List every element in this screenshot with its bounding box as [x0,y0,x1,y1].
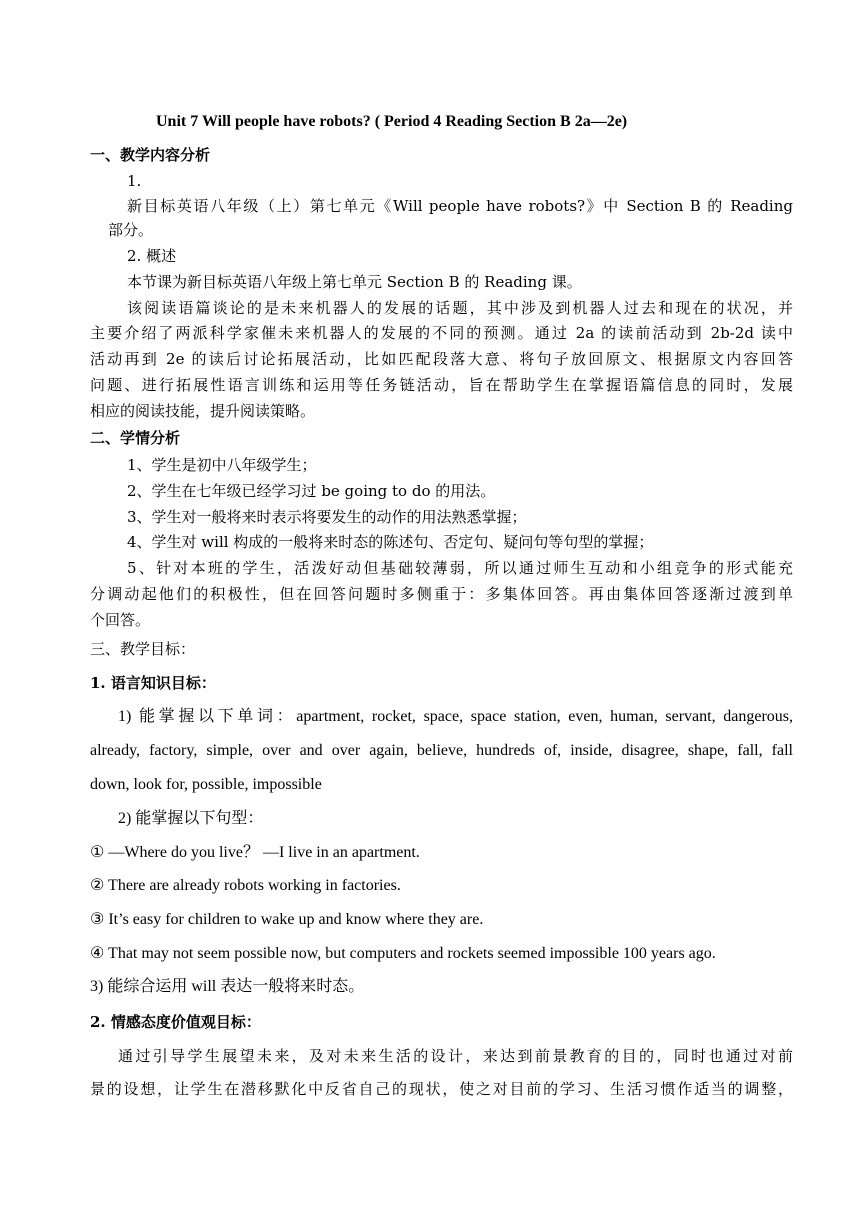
s2-item-1: 1、学生是初中八年级学生； [127,456,317,474]
s1-item-1-line-1: 新目标英语八年级（上）第七单元《Will people have robots?》中 Section B 的 Reading [127,197,793,215]
s3-pattern-3: ③ It’s easy for children to wake up and know where they are. [90,911,484,928]
section-3-heading: 三、教学目标： [90,640,196,658]
s1-para-line-5: 相应的阅读技能，提升阅读策略。 [90,402,316,420]
s1-para-line-1: 该阅读语篇谈论的是未来机器人的发展的话题，其中涉及到机器人过去和现在的状况，并 [127,299,793,317]
s1-item-2-text: 本节课为新目标英语八年级上第七单元 Section B 的 Reading 课。 [127,273,582,291]
s3-pattern-4: ④ That may not seem possible now, but computers and rockets seemed impossible 100 years ago. [90,945,716,962]
s1-para-line-2: 主要介绍了两派科学家催未来机器人的发展的不同的预测。通过 2a 的读前活动到 2b-2d 读中 [90,324,793,342]
s3-emotion-line-2: 景的设想，让学生在潜移默化中反省自己的现状，使之对目前的学习、生活习惯作适当的调整， [90,1080,793,1098]
s1-item-1-number: 1. [127,172,142,190]
section-1-heading: 一、教学内容分析 [90,146,211,164]
s2-item-5-line-2: 分调动起他们的积极性，但在回答问题时多侧重于：多集体回答。再由集体回答逐渐过渡到单 [90,585,793,603]
s1-item-1-line-2: 部分。 [108,221,154,239]
s2-item-4: 4、学生对 will 构成的一般将来时态的陈述句、否定句、疑问句等句型的掌握； [127,533,654,551]
s2-item-5-line-3: 个回答。 [90,611,151,629]
page-title: Unit 7 Will people have robots? ( Period 4 Reading Section B 2a—2e) [156,113,628,130]
s3-words-line-3: down, look for, possible, impossible [90,776,322,793]
s3-will-usage: 3) 能综合运用 will 表达一般将来时态。 [90,978,365,995]
s3-pattern-1: ① —Where do you live？ —I live in an apartment. [90,844,420,861]
s3-patterns-heading: 2) 能掌握以下句型： [118,810,264,827]
s1-para-line-3: 活动再到 2e 的读后讨论拓展活动，比如匹配段落大意、将句子放回原文、根据原文内容回答 [90,350,793,368]
s3-subheading-language: 1. 语言知识目标： [90,674,216,692]
s1-item-2-heading: 2. 概述 [127,247,177,265]
s2-item-5-line-1: 5、针对本班的学生，活泼好动但基础较薄弱，所以通过师生互动和小组竞争的形式能充 [127,559,793,577]
s3-words-line-2: already, factory, simple, over and over again, believe, hundreds of, inside, disagree, shape, fall, fall [90,742,793,759]
s3-words-line-1: 1) 能掌握以下单词：apartment, rocket, space, space station, even, human, servant, dangerous, [118,708,793,725]
s2-item-3: 3、学生对一般将来时表示将要发生的动作的用法熟悉掌握； [127,508,527,526]
s2-item-2: 2、学生在七年级已经学习过 be going to do 的用法。 [127,482,496,500]
s3-subheading-emotion: 2. 情感态度价值观目标： [90,1013,261,1031]
s3-emotion-line-1: 通过引导学生展望未来，及对未来生活的设计，来达到前景教育的目的，同时也通过对前 [118,1047,793,1065]
s1-para-line-4: 问题、进行拓展性语言训练和运用等任务链活动，旨在帮助学生在掌握语篇信息的同时，发展 [90,376,793,394]
section-2-heading: 二、学情分析 [90,429,181,447]
s3-pattern-2: ② There are already robots working in factories. [90,877,401,894]
